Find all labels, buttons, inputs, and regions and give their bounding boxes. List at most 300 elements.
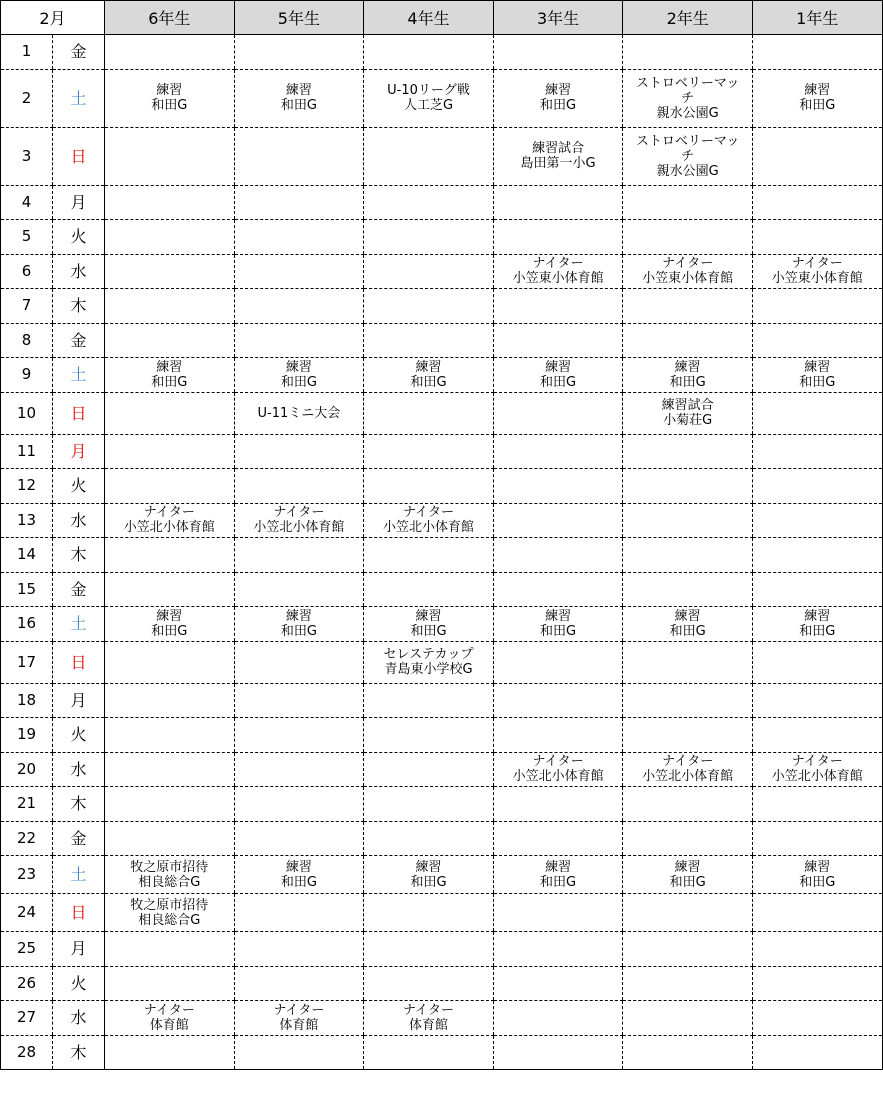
- event-text: 練習: [804, 608, 831, 624]
- schedule-cell-grade-6: [105, 538, 235, 573]
- day-row: [1, 358, 883, 393]
- schedule-cell-grade-4: [364, 127, 494, 185]
- schedule-cell-grade-5: [234, 683, 364, 718]
- schedule-cell-grade-2: [623, 718, 753, 753]
- event-text: 和田G: [280, 98, 317, 113]
- weekday-label: 月: [53, 683, 105, 718]
- schedule-cell-grade-4: [364, 469, 494, 504]
- schedule-cell-grade-6: [105, 1035, 235, 1070]
- event-text: ナイター: [143, 1002, 195, 1018]
- day-number: 23: [1, 856, 53, 894]
- event-entry: [235, 83, 364, 113]
- schedule-cell-grade-1: [752, 821, 882, 856]
- event-text: U-11ミニ大会: [257, 405, 341, 421]
- schedule-cell-grade-1: [752, 572, 882, 607]
- weekday-label: 土: [53, 358, 105, 393]
- day-row: [1, 220, 883, 255]
- day-number: 7: [1, 289, 53, 324]
- schedule-header: [1, 1, 883, 35]
- event-entry: [753, 256, 882, 286]
- event-text: 小笠北小体育館: [123, 520, 215, 536]
- event-entry: [364, 647, 493, 677]
- day-row: [1, 254, 883, 289]
- event-entry: [494, 256, 623, 286]
- event-text: 小笠東小体育館: [771, 271, 863, 287]
- event-text: ナイター: [143, 505, 195, 521]
- event-entry: [105, 898, 234, 928]
- header-row: [1, 1, 883, 35]
- schedule-cell-grade-5: [234, 718, 364, 753]
- schedule-cell-grade-3: [493, 469, 623, 504]
- schedule-cell-grade-6: [105, 856, 235, 894]
- day-number: 12: [1, 469, 53, 504]
- event-text: 小笠北小体育館: [382, 520, 474, 536]
- event-text: 練習: [674, 359, 701, 375]
- schedule-cell-grade-2: [623, 752, 753, 787]
- day-row: [1, 752, 883, 787]
- schedule-cell-grade-2: [623, 35, 753, 70]
- schedule-cell-grade-5: [234, 289, 364, 324]
- schedule-cell-grade-3: [493, 434, 623, 469]
- schedule-cell-grade-3: [493, 641, 623, 683]
- schedule-cell-grade-4: [364, 289, 494, 324]
- day-row: [1, 641, 883, 683]
- weekday-label: 木: [53, 1035, 105, 1070]
- schedule-cell-grade-6: [105, 1001, 235, 1036]
- event-text: 和田G: [540, 98, 577, 113]
- schedule-cell-grade-6: [105, 127, 235, 185]
- schedule-cell-grade-2: [623, 220, 753, 255]
- schedule-cell-grade-1: [752, 220, 882, 255]
- event-text: 練習: [285, 859, 312, 875]
- event-text: 練習: [285, 608, 312, 624]
- event-text: ナイター: [402, 505, 455, 521]
- schedule-cell-grade-2: [623, 127, 753, 185]
- event-text: 練習: [285, 83, 312, 98]
- event-text: 小笠北小体育館: [253, 520, 345, 536]
- day-row: [1, 469, 883, 504]
- schedule-cell-grade-4: [364, 894, 494, 932]
- event-text: 小菊荘G: [663, 413, 713, 428]
- day-number: 27: [1, 1001, 53, 1036]
- schedule-cell-grade-4: [364, 35, 494, 70]
- event-text: 和田G: [799, 623, 836, 639]
- schedule-cell-grade-6: [105, 683, 235, 718]
- event-text: 和田G: [151, 98, 188, 113]
- schedule-cell-grade-2: [623, 185, 753, 220]
- schedule-cell-grade-6: [105, 289, 235, 324]
- schedule-cell-grade-1: [752, 434, 882, 469]
- schedule-cell-grade-4: [364, 434, 494, 469]
- day-row: [1, 35, 883, 70]
- schedule-cell-grade-4: [364, 641, 494, 683]
- event-entry: [623, 76, 752, 121]
- event-text: 練習試合: [532, 141, 585, 156]
- schedule-cell-grade-6: [105, 254, 235, 289]
- schedule-cell-grade-2: [623, 856, 753, 894]
- weekday-label: 月: [53, 434, 105, 469]
- day-row: [1, 607, 883, 642]
- event-text: 小笠東小体育館: [512, 271, 604, 287]
- schedule-cell-grade-1: [752, 289, 882, 324]
- event-entry: [494, 360, 623, 390]
- event-text: チ: [681, 148, 695, 164]
- schedule-cell-grade-6: [105, 35, 235, 70]
- schedule-cell-grade-3: [493, 856, 623, 894]
- schedule-cell-grade-3: [493, 69, 623, 127]
- schedule-cell-grade-4: [364, 1001, 494, 1036]
- weekday-label: 木: [53, 538, 105, 573]
- schedule-cell-grade-3: [493, 220, 623, 255]
- day-row: [1, 821, 883, 856]
- schedule-cell-grade-1: [752, 358, 882, 393]
- schedule-cell-grade-1: [752, 35, 882, 70]
- day-row: [1, 856, 883, 894]
- day-number: 15: [1, 572, 53, 607]
- schedule-cell-grade-6: [105, 718, 235, 753]
- schedule-cell-grade-6: [105, 185, 235, 220]
- schedule-cell-grade-3: [493, 752, 623, 787]
- schedule-cell-grade-3: [493, 607, 623, 642]
- event-text: 和田G: [540, 874, 577, 890]
- schedule-cell-grade-4: [364, 718, 494, 753]
- event-text: 和田G: [669, 623, 706, 639]
- schedule-cell-grade-5: [234, 894, 364, 932]
- schedule-cell-grade-5: [234, 358, 364, 393]
- schedule-cell-grade-1: [752, 856, 882, 894]
- day-number: 18: [1, 683, 53, 718]
- event-text: 小笠北小体育館: [771, 769, 863, 785]
- schedule-cell-grade-1: [752, 607, 882, 642]
- event-entry: [235, 609, 364, 639]
- event-entry: [235, 860, 364, 890]
- event-text: 和田G: [669, 374, 706, 390]
- schedule-cell-grade-1: [752, 894, 882, 932]
- schedule-cell-grade-6: [105, 469, 235, 504]
- schedule-cell-grade-4: [364, 572, 494, 607]
- event-text: ストロベリーマッ: [635, 133, 740, 149]
- event-entry: [753, 83, 882, 113]
- event-text: 相良総合G: [138, 874, 201, 890]
- event-entry: [105, 609, 234, 639]
- schedule-cell-grade-4: [364, 254, 494, 289]
- schedule-cell-grade-2: [623, 1001, 753, 1036]
- schedule-cell-grade-6: [105, 220, 235, 255]
- event-text: 相良総合G: [138, 912, 201, 928]
- day-number: 26: [1, 966, 53, 1001]
- event-entry: [105, 505, 234, 535]
- schedule-cell-grade-4: [364, 821, 494, 856]
- month-header: 2月: [1, 1, 105, 35]
- event-text: 練習: [156, 83, 183, 98]
- schedule-cell-grade-6: [105, 607, 235, 642]
- schedule-cell-grade-5: [234, 503, 364, 538]
- schedule-cell-grade-2: [623, 323, 753, 358]
- schedule-cell-grade-1: [752, 641, 882, 683]
- day-number: 11: [1, 434, 53, 469]
- event-text: 体育館: [149, 1017, 189, 1033]
- schedule-cell-grade-1: [752, 323, 882, 358]
- weekday-label: 金: [53, 323, 105, 358]
- schedule-cell-grade-2: [623, 607, 753, 642]
- schedule-cell-grade-3: [493, 538, 623, 573]
- event-entry: [235, 360, 364, 390]
- day-number: 2: [1, 69, 53, 127]
- grade-header-3: 3年生: [493, 1, 623, 35]
- day-row: [1, 932, 883, 967]
- event-text: ナイター: [791, 256, 843, 272]
- schedule-cell-grade-3: [493, 1035, 623, 1070]
- schedule-cell-grade-5: [234, 787, 364, 822]
- event-text: 小笠北小体育館: [512, 769, 604, 785]
- weekday-label: 木: [53, 787, 105, 822]
- event-entry: [364, 83, 493, 113]
- weekday-label: 金: [53, 35, 105, 70]
- schedule-cell-grade-5: [234, 932, 364, 967]
- schedule-cell-grade-3: [493, 966, 623, 1001]
- day-row: [1, 718, 883, 753]
- event-entry: [105, 1003, 234, 1033]
- schedule-cell-grade-1: [752, 254, 882, 289]
- event-entry: [494, 83, 623, 113]
- event-text: 練習: [804, 859, 831, 875]
- day-number: 5: [1, 220, 53, 255]
- event-text: セレステカップ: [383, 647, 474, 662]
- weekday-label: 日: [53, 392, 105, 434]
- day-number: 8: [1, 323, 53, 358]
- event-entry: [364, 609, 493, 639]
- schedule-cell-grade-4: [364, 323, 494, 358]
- event-text: 和田G: [280, 374, 317, 390]
- schedule-cell-grade-3: [493, 127, 623, 185]
- day-number: 4: [1, 185, 53, 220]
- event-text: 小笠東小体育館: [642, 271, 734, 287]
- event-text: 和田G: [799, 874, 836, 890]
- schedule-cell-grade-6: [105, 787, 235, 822]
- event-text: 練習: [156, 608, 183, 624]
- schedule-cell-grade-6: [105, 392, 235, 434]
- schedule-cell-grade-4: [364, 932, 494, 967]
- weekday-label: 月: [53, 185, 105, 220]
- schedule-cell-grade-5: [234, 254, 364, 289]
- day-row: [1, 434, 883, 469]
- schedule-cell-grade-3: [493, 35, 623, 70]
- schedule-cell-grade-2: [623, 821, 753, 856]
- event-entry: [105, 360, 234, 390]
- event-text: ナイター: [273, 1002, 325, 1018]
- event-entry: [623, 398, 752, 428]
- weekday-label: 月: [53, 932, 105, 967]
- event-text: 和田G: [540, 623, 577, 639]
- day-row: [1, 127, 883, 185]
- day-row: [1, 323, 883, 358]
- schedule-cell-grade-4: [364, 358, 494, 393]
- event-entry: [623, 754, 752, 784]
- schedule-cell-grade-4: [364, 1035, 494, 1070]
- schedule-cell-grade-2: [623, 254, 753, 289]
- event-entry: [105, 860, 234, 890]
- event-text: 練習: [156, 359, 183, 375]
- weekday-label: 火: [53, 469, 105, 504]
- schedule-cell-grade-1: [752, 1001, 882, 1036]
- schedule-cell-grade-4: [364, 69, 494, 127]
- grade-header-4: 4年生: [364, 1, 494, 35]
- grade-header-6: 6年生: [105, 1, 235, 35]
- event-text: 練習: [415, 859, 442, 875]
- weekday-label: 日: [53, 894, 105, 932]
- schedule-cell-grade-3: [493, 821, 623, 856]
- schedule-cell-grade-6: [105, 503, 235, 538]
- schedule-cell-grade-5: [234, 1001, 364, 1036]
- day-number: 21: [1, 787, 53, 822]
- schedule-cell-grade-5: [234, 392, 364, 434]
- schedule-cell-grade-4: [364, 185, 494, 220]
- day-number: 1: [1, 35, 53, 70]
- day-number: 22: [1, 821, 53, 856]
- event-entry: [623, 256, 752, 286]
- schedule-cell-grade-1: [752, 966, 882, 1001]
- event-text: 練習: [804, 359, 831, 375]
- event-entry: [623, 360, 752, 390]
- schedule-cell-grade-3: [493, 185, 623, 220]
- event-entry: [235, 406, 364, 421]
- day-row: [1, 966, 883, 1001]
- schedule-cell-grade-6: [105, 932, 235, 967]
- event-entry: [364, 505, 493, 535]
- schedule-cell-grade-1: [752, 469, 882, 504]
- schedule-cell-grade-1: [752, 127, 882, 185]
- schedule-cell-grade-2: [623, 289, 753, 324]
- schedule-cell-grade-3: [493, 572, 623, 607]
- event-text: 牧之原市招待: [130, 859, 209, 875]
- event-text: ストロベリーマッ: [635, 75, 740, 91]
- schedule-cell-grade-6: [105, 641, 235, 683]
- event-text: 練習: [674, 608, 701, 624]
- day-number: 17: [1, 641, 53, 683]
- event-text: U-10リーグ戦: [387, 83, 470, 98]
- day-number: 14: [1, 538, 53, 573]
- schedule-cell-grade-5: [234, 127, 364, 185]
- event-entry: [235, 1003, 364, 1033]
- schedule-cell-grade-2: [623, 641, 753, 683]
- event-text: 和田G: [669, 874, 706, 890]
- schedule-cell-grade-4: [364, 752, 494, 787]
- day-number: 16: [1, 607, 53, 642]
- day-row: [1, 289, 883, 324]
- schedule-cell-grade-1: [752, 1035, 882, 1070]
- schedule-cell-grade-2: [623, 538, 753, 573]
- event-entry: [623, 609, 752, 639]
- event-entry: [364, 860, 493, 890]
- weekday-label: 土: [53, 856, 105, 894]
- schedule-cell-grade-3: [493, 503, 623, 538]
- schedule-cell-grade-2: [623, 358, 753, 393]
- schedule-cell-grade-3: [493, 358, 623, 393]
- schedule-cell-grade-2: [623, 1035, 753, 1070]
- event-entry: [105, 83, 234, 113]
- day-number: 3: [1, 127, 53, 185]
- schedule-cell-grade-4: [364, 503, 494, 538]
- schedule-cell-grade-5: [234, 856, 364, 894]
- schedule-cell-grade-1: [752, 932, 882, 967]
- event-text: ナイター: [662, 256, 714, 272]
- schedule-cell-grade-3: [493, 932, 623, 967]
- schedule-cell-grade-4: [364, 683, 494, 718]
- schedule-cell-grade-5: [234, 469, 364, 504]
- day-number: 25: [1, 932, 53, 967]
- schedule-cell-grade-2: [623, 503, 753, 538]
- schedule-cell-grade-3: [493, 787, 623, 822]
- schedule-cell-grade-1: [752, 683, 882, 718]
- schedule-cell-grade-3: [493, 683, 623, 718]
- day-row: [1, 69, 883, 127]
- event-text: 和田G: [540, 374, 577, 390]
- schedule-cell-grade-6: [105, 323, 235, 358]
- schedule-cell-grade-3: [493, 718, 623, 753]
- schedule-cell-grade-6: [105, 69, 235, 127]
- schedule-cell-grade-1: [752, 503, 882, 538]
- schedule-cell-grade-5: [234, 607, 364, 642]
- weekday-label: 水: [53, 254, 105, 289]
- weekday-label: 金: [53, 572, 105, 607]
- schedule-cell-grade-6: [105, 966, 235, 1001]
- schedule-cell-grade-4: [364, 538, 494, 573]
- schedule-cell-grade-4: [364, 220, 494, 255]
- event-text: 親水公園G: [656, 105, 719, 121]
- schedule-cell-grade-5: [234, 538, 364, 573]
- day-number: 6: [1, 254, 53, 289]
- weekday-label: 火: [53, 220, 105, 255]
- schedule-cell-grade-5: [234, 323, 364, 358]
- event-text: 練習: [285, 359, 312, 375]
- event-text: 人工芝G: [403, 98, 454, 113]
- schedule-cell-grade-5: [234, 966, 364, 1001]
- schedule-cell-grade-3: [493, 894, 623, 932]
- day-row: [1, 538, 883, 573]
- schedule-cell-grade-4: [364, 856, 494, 894]
- schedule-cell-grade-2: [623, 392, 753, 434]
- event-text: ナイター: [273, 505, 325, 521]
- event-text: ナイター: [532, 256, 584, 272]
- event-text: 和田G: [410, 623, 447, 639]
- schedule-cell-grade-6: [105, 894, 235, 932]
- event-entry: [494, 754, 623, 784]
- schedule-cell-grade-2: [623, 787, 753, 822]
- event-entry: [494, 141, 623, 171]
- schedule-cell-grade-5: [234, 35, 364, 70]
- event-text: ナイター: [791, 754, 843, 770]
- event-text: 和田G: [151, 374, 188, 390]
- grade-header-1: 1年生: [752, 1, 882, 35]
- event-text: 体育館: [279, 1017, 319, 1033]
- event-text: 練習: [415, 608, 442, 624]
- schedule-cell-grade-6: [105, 434, 235, 469]
- event-entry: [364, 1003, 493, 1033]
- schedule-cell-grade-4: [364, 966, 494, 1001]
- event-text: 和田G: [280, 623, 317, 639]
- event-entry: [623, 860, 752, 890]
- schedule-cell-grade-1: [752, 538, 882, 573]
- schedule-cell-grade-6: [105, 358, 235, 393]
- day-number: 28: [1, 1035, 53, 1070]
- day-row: [1, 1001, 883, 1036]
- schedule-cell-grade-1: [752, 185, 882, 220]
- event-text: 練習: [545, 608, 572, 624]
- event-text: 島田第一小G: [520, 156, 596, 171]
- day-row: [1, 392, 883, 434]
- event-text: ナイター: [662, 754, 714, 770]
- day-row: [1, 894, 883, 932]
